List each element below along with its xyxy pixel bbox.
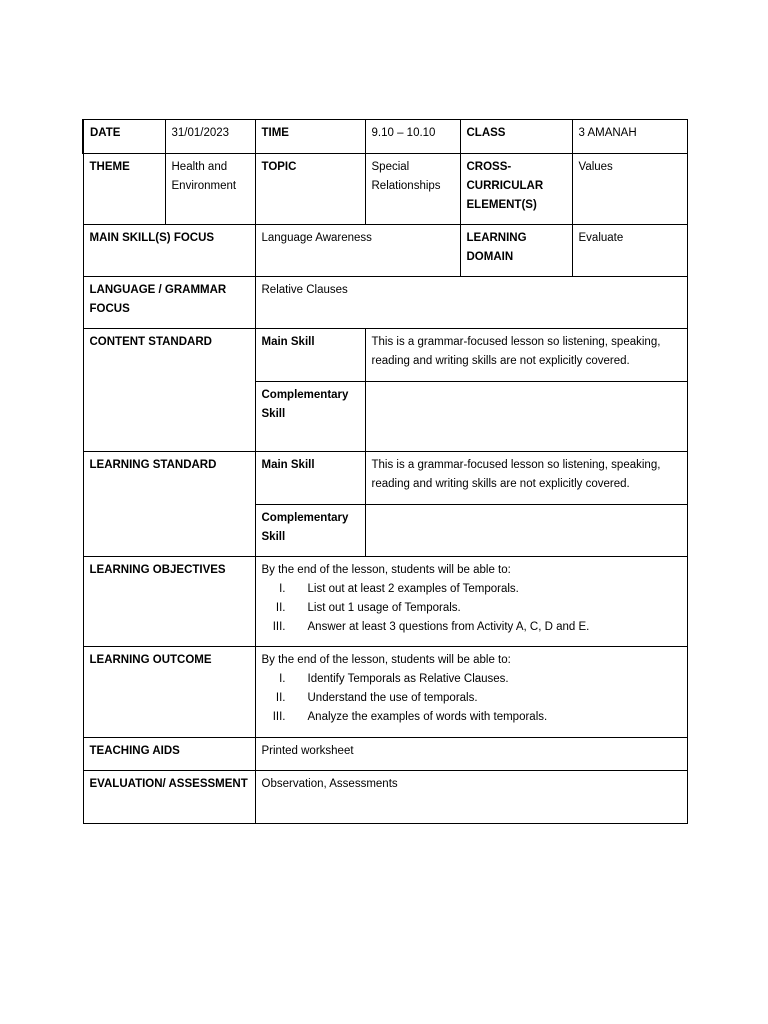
class-value: 3 AMANAH xyxy=(572,120,687,154)
learning-main-skill-value: This is a grammar-focused lesson so listening, speaking, reading and writing skills are not explicitly covered. xyxy=(365,452,687,505)
date-value: 31/01/2023 xyxy=(165,120,255,154)
learning-outcome-label: LEARNING OUTCOME xyxy=(83,647,255,738)
date-label: DATE xyxy=(83,120,165,154)
list-numeral: II. xyxy=(275,602,286,614)
row-date-time-class xyxy=(83,120,687,154)
learning-domain-value: Evaluate xyxy=(572,225,687,277)
topic-label: TOPIC xyxy=(255,154,365,225)
row-learning-standard-main xyxy=(83,452,687,505)
row-main-skill-focus xyxy=(83,225,687,277)
learning-objectives-content xyxy=(255,557,687,647)
class-label: CLASS xyxy=(460,120,572,154)
teaching-aids-value: Printed worksheet xyxy=(255,738,687,771)
learning-standard-label: LEARNING STANDARD xyxy=(83,452,255,557)
learning-complementary-value xyxy=(365,505,687,557)
outcome-intro: By the end of the lesson, students will be able to: xyxy=(261,654,511,666)
content-main-skill-label: Main Skill xyxy=(255,329,365,382)
time-label: TIME xyxy=(255,120,365,154)
row-theme-topic xyxy=(83,154,687,225)
content-complementary-value xyxy=(365,382,687,452)
content-standard-label: CONTENT STANDARD xyxy=(83,329,255,452)
list-text: List out at least 2 examples of Temporals. xyxy=(307,583,519,595)
main-skill-focus-value: Language Awareness xyxy=(255,225,460,277)
learning-domain-label: LEARNING DOMAIN xyxy=(460,225,572,277)
theme-value: Health and Environment xyxy=(165,154,255,225)
learning-outcome-content xyxy=(255,647,687,738)
list-text: Understand the use of temporals. xyxy=(307,692,478,704)
list-text: Answer at least 3 questions from Activity A, C, D and E. xyxy=(307,621,590,633)
list-item xyxy=(262,618,681,637)
lesson-plan-table xyxy=(82,119,688,824)
list-item xyxy=(262,599,681,618)
list-text: Identify Temporals as Relative Clauses. xyxy=(307,673,509,685)
list-item xyxy=(262,708,681,727)
grammar-focus-label: LANGUAGE / GRAMMAR FOCUS xyxy=(83,277,255,329)
learning-objectives-label: LEARNING OBJECTIVES xyxy=(83,557,255,647)
list-item xyxy=(262,670,681,689)
time-value: 9.10 – 10.10 xyxy=(365,120,460,154)
teaching-aids-label: TEACHING AIDS xyxy=(83,738,255,771)
row-evaluation xyxy=(83,771,687,824)
list-item xyxy=(262,689,681,708)
objectives-intro: By the end of the lesson, students will be able to: xyxy=(261,564,511,576)
row-content-standard-main xyxy=(83,329,687,382)
evaluation-label: EVALUATION/ ASSESSMENT xyxy=(83,771,255,824)
list-numeral: I. xyxy=(279,673,286,685)
grammar-focus-value: Relative Clauses xyxy=(255,277,687,329)
cross-curricular-value: Values xyxy=(572,154,687,225)
learning-main-skill-label: Main Skill xyxy=(255,452,365,505)
list-numeral: III. xyxy=(272,621,286,633)
outcome-list xyxy=(262,670,681,727)
main-skill-focus-label: MAIN SKILL(S) FOCUS xyxy=(83,225,255,277)
content-complementary-label: Complementary Skill xyxy=(255,382,365,452)
row-learning-outcome xyxy=(83,647,687,738)
topic-value: Special Relationships xyxy=(365,154,460,225)
list-numeral: II. xyxy=(275,692,286,704)
theme-label: THEME xyxy=(83,154,165,225)
list-text: List out 1 usage of Temporals. xyxy=(307,602,461,614)
row-teaching-aids xyxy=(83,738,687,771)
learning-complementary-label: Complementary Skill xyxy=(255,505,365,557)
content-main-skill-value: This is a grammar-focused lesson so listening, speaking, reading and writing skills are not explicitly covered. xyxy=(365,329,687,382)
list-numeral: III. xyxy=(272,711,286,723)
evaluation-value: Observation, Assessments xyxy=(255,771,687,824)
list-item xyxy=(262,580,681,599)
row-learning-objectives xyxy=(83,557,687,647)
objectives-list xyxy=(262,580,681,637)
cross-curricular-label: CROSS-CURRICULAR ELEMENT(S) xyxy=(460,154,572,225)
list-text: Analyze the examples of words with temporals. xyxy=(307,711,548,723)
list-numeral: I. xyxy=(279,583,286,595)
row-grammar-focus xyxy=(83,277,687,329)
